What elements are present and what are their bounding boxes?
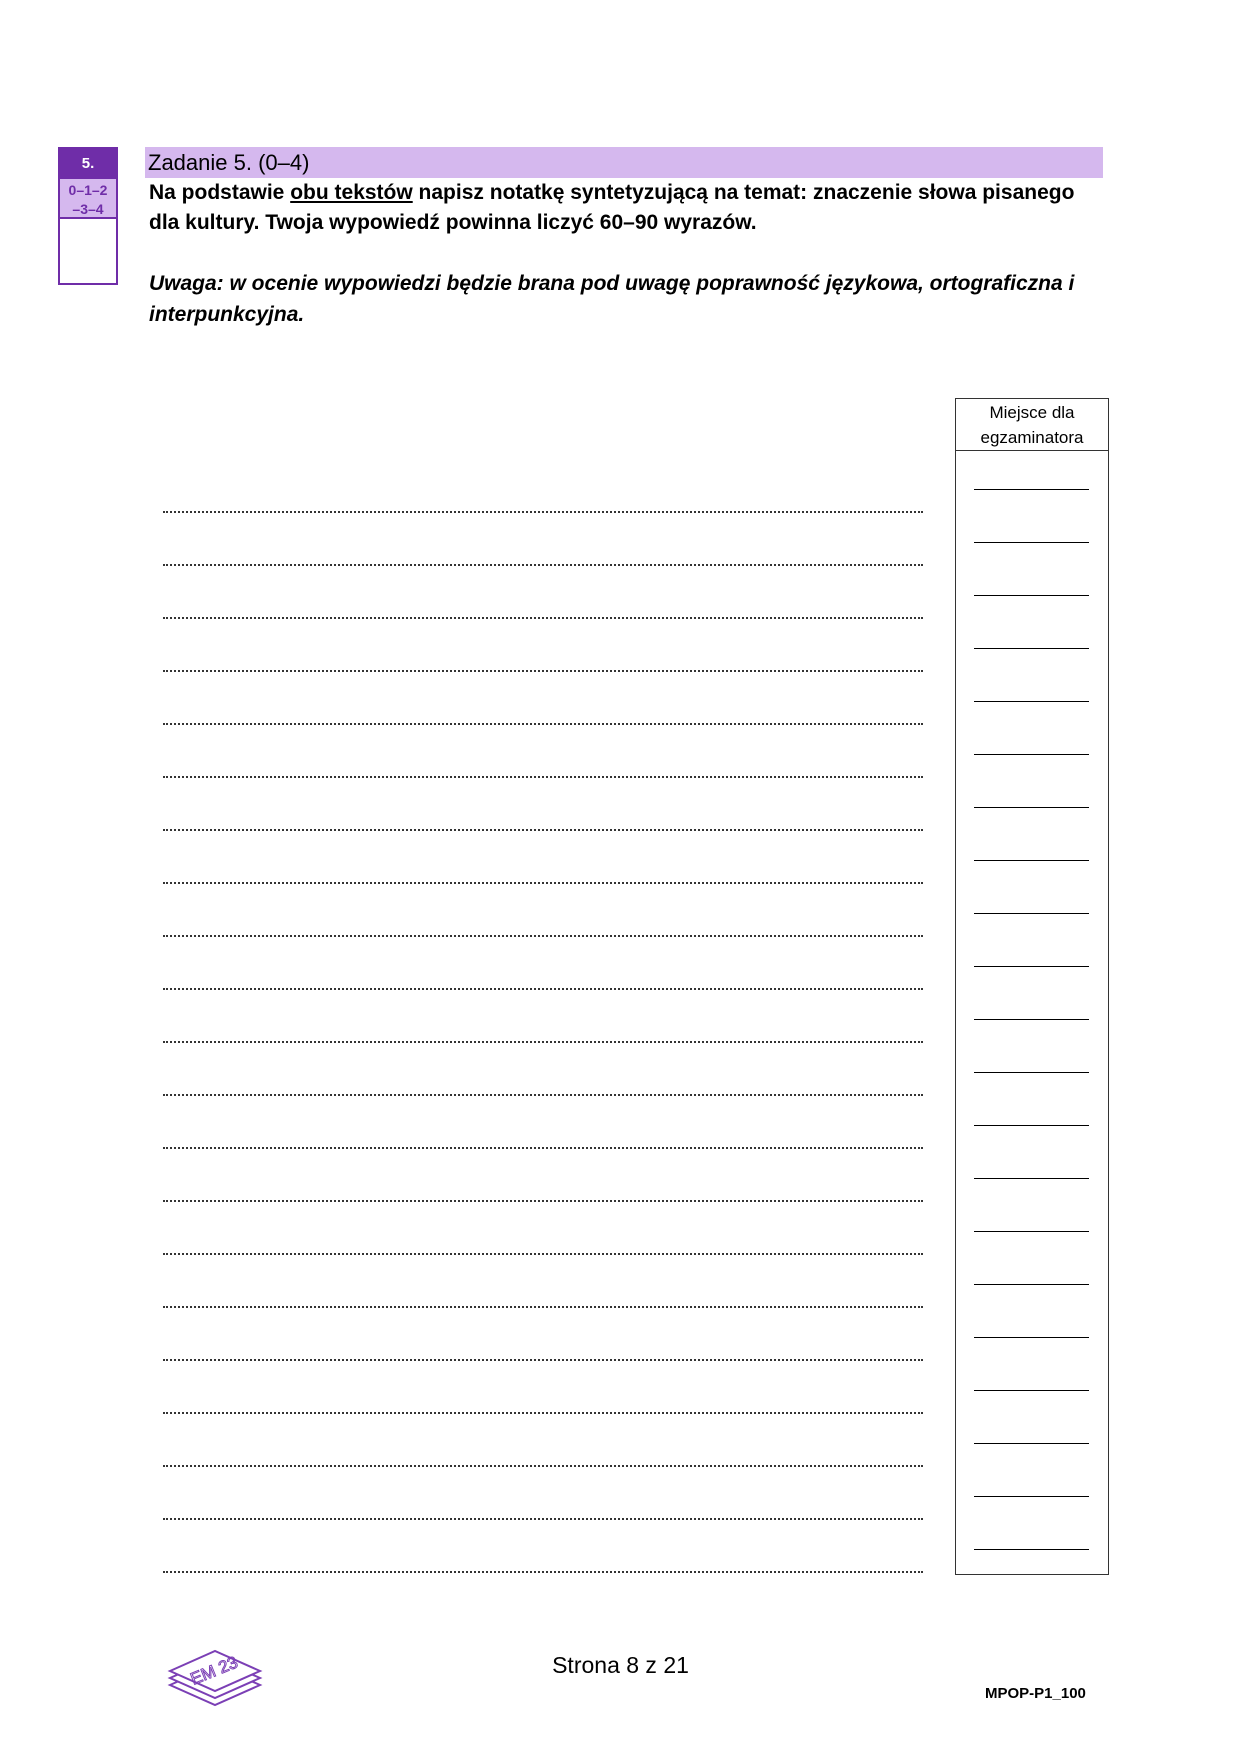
examiner-column xyxy=(955,398,1109,1575)
examiner-score-slot[interactable] xyxy=(974,542,1089,543)
answer-line[interactable] xyxy=(163,1043,923,1096)
examiner-header-line1: Miejsce dla xyxy=(989,403,1075,422)
task-title: Zadanie 5. (0–4) xyxy=(145,147,1103,178)
answer-line[interactable] xyxy=(163,778,923,831)
answer-line[interactable] xyxy=(163,1255,923,1308)
examiner-score-slot[interactable] xyxy=(974,1390,1089,1391)
instruction-underlined: obu tekstów xyxy=(290,181,413,204)
logo-text: EM 23 xyxy=(187,1652,241,1689)
examiner-score-slot[interactable] xyxy=(974,701,1089,702)
score-range xyxy=(60,179,116,219)
examiner-score-slot[interactable] xyxy=(974,1549,1089,1550)
examiner-score-slot[interactable] xyxy=(974,1337,1089,1338)
task-instruction xyxy=(149,178,1109,238)
answer-line[interactable] xyxy=(163,1096,923,1149)
score-range-line2: –3–4 xyxy=(72,201,104,217)
answer-line[interactable] xyxy=(163,513,923,566)
examiner-score-slot[interactable] xyxy=(974,1231,1089,1232)
answer-line[interactable] xyxy=(163,1308,923,1361)
answer-line[interactable] xyxy=(163,566,923,619)
instruction-post: napisz notatkę syntetyzującą na temat: znaczenie słowa pisanego dla kultury. Twoja wypowiedź powinna liczyć 60–90 wyrazów. xyxy=(149,181,1075,234)
answer-line[interactable] xyxy=(163,1202,923,1255)
examiner-score-slot[interactable] xyxy=(974,1496,1089,1497)
task-score-box xyxy=(58,147,118,285)
examiner-score-slot[interactable] xyxy=(974,860,1089,861)
answer-line[interactable] xyxy=(163,937,923,990)
page-number: Strona 8 z 21 xyxy=(552,1652,689,1678)
instruction-pre: Na podstawie xyxy=(149,181,291,204)
examiner-header-line2: egzaminatora xyxy=(980,428,1084,447)
answer-line[interactable] xyxy=(163,1414,923,1467)
answer-line[interactable] xyxy=(163,1149,923,1202)
answer-line[interactable] xyxy=(163,619,923,672)
answer-line[interactable] xyxy=(163,1520,923,1573)
answer-line[interactable] xyxy=(163,990,923,1043)
examiner-score-slot[interactable] xyxy=(974,648,1089,649)
examiner-score-slot[interactable] xyxy=(974,489,1089,490)
examiner-score-slot[interactable] xyxy=(974,1178,1089,1179)
exam-code: MPOP-P1_100 xyxy=(985,1685,1086,1702)
answer-line[interactable] xyxy=(163,1467,923,1520)
examiner-score-slot[interactable] xyxy=(974,1072,1089,1073)
examiner-header xyxy=(956,399,1108,451)
examiner-score-slot[interactable] xyxy=(974,913,1089,914)
examiner-score-slot[interactable] xyxy=(974,966,1089,967)
examiner-score-slot[interactable] xyxy=(974,754,1089,755)
examiner-score-slot[interactable] xyxy=(974,807,1089,808)
examiner-score-slot[interactable] xyxy=(974,1284,1089,1285)
examiner-score-slot[interactable] xyxy=(974,1125,1089,1126)
examiner-score-slot[interactable] xyxy=(974,1443,1089,1444)
answer-line[interactable] xyxy=(163,672,923,725)
answer-area[interactable] xyxy=(163,460,923,1573)
answer-line[interactable] xyxy=(163,884,923,937)
answer-line[interactable] xyxy=(163,725,923,778)
task-number: 5. xyxy=(60,149,116,179)
task-note: Uwaga: w ocenie wypowiedzi będzie brana pod uwagę poprawność językowa, ortograficzna i interpunkcyjna. xyxy=(149,272,1075,326)
score-range-line1: 0–1–2 xyxy=(68,182,108,198)
examiner-score-slot[interactable] xyxy=(974,1019,1089,1020)
answer-line[interactable] xyxy=(163,831,923,884)
answer-line[interactable] xyxy=(163,1361,923,1414)
examiner-score-slot[interactable] xyxy=(974,595,1089,596)
answer-line[interactable] xyxy=(163,460,923,513)
